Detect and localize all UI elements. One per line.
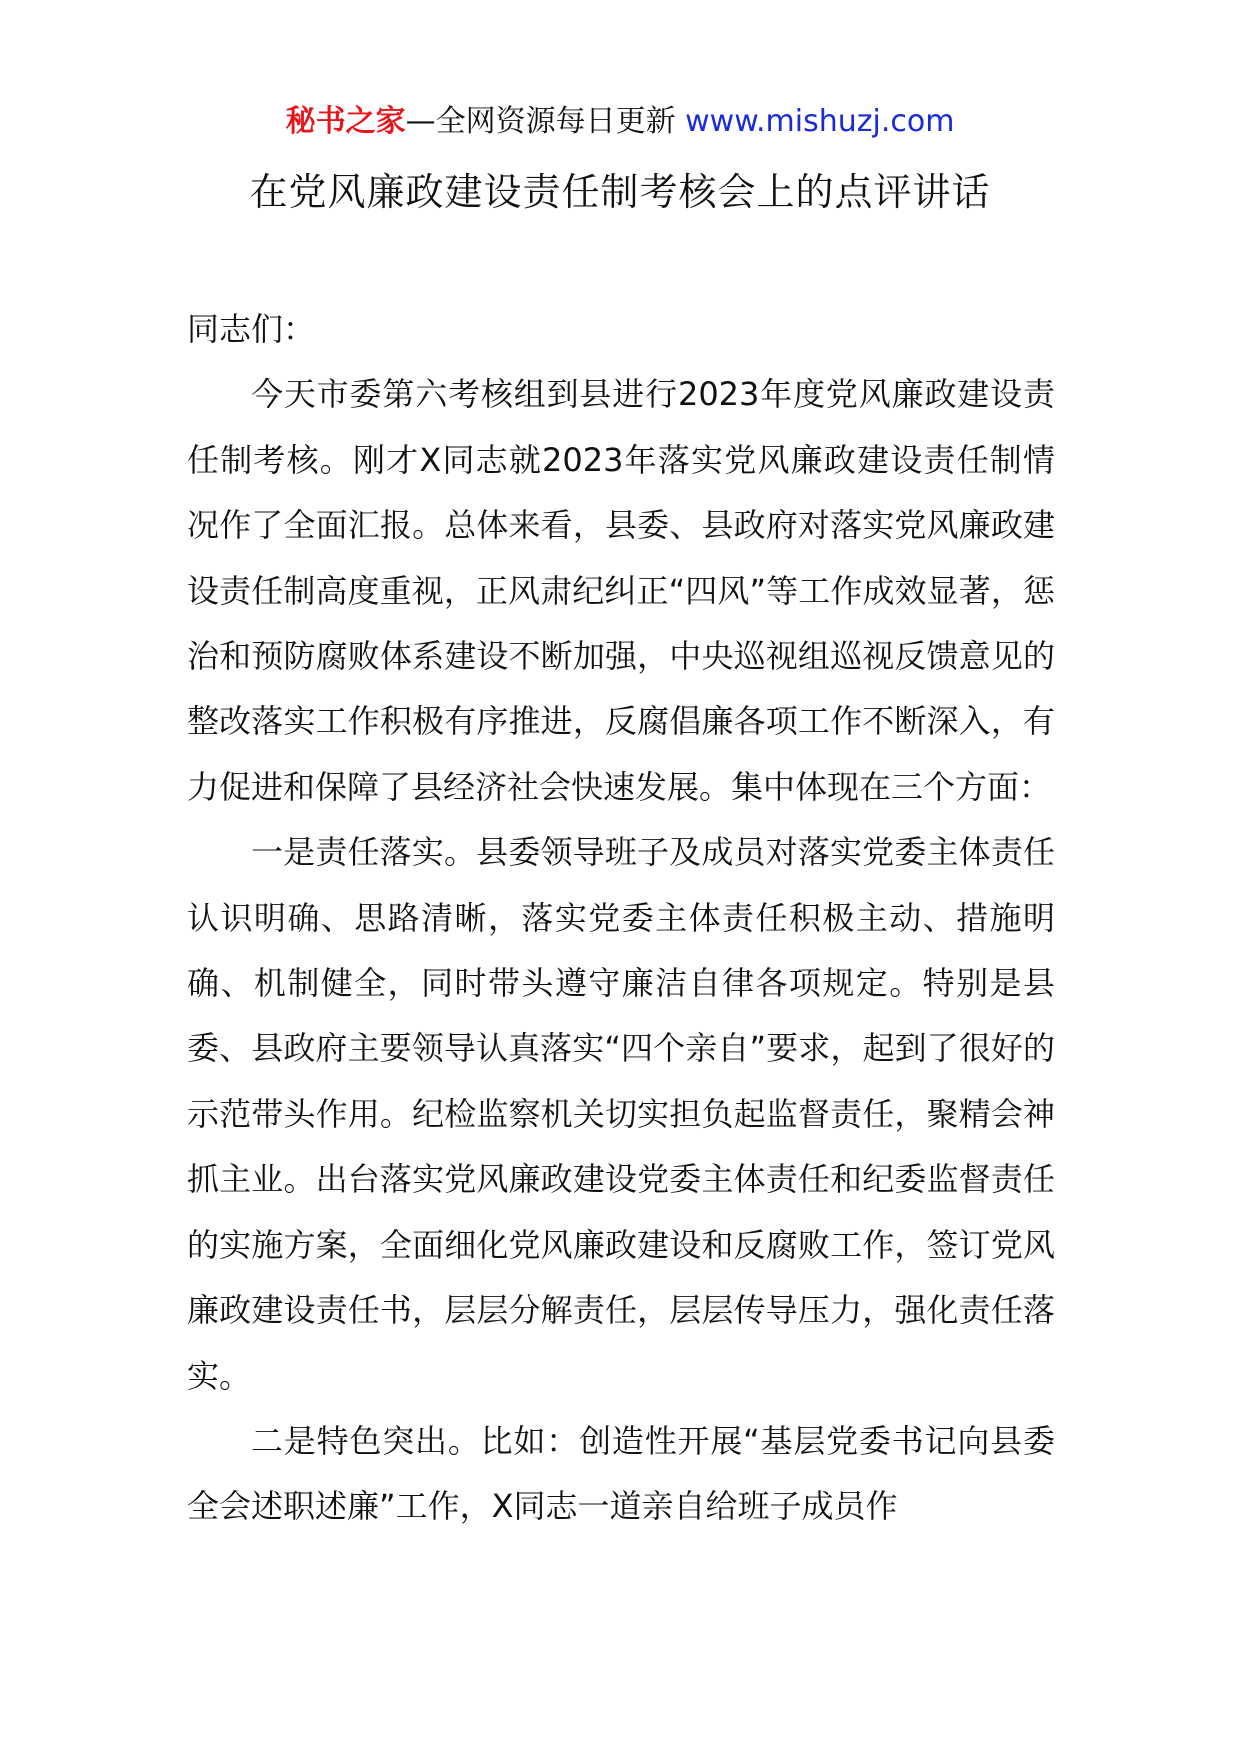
brand-name: 秘书之家 (285, 104, 406, 139)
paragraph-intro: 今天市委第六考核组到县进行2023年度党风廉政建设责任制考核。刚才X同志就2023年落实党风廉政建设责任制情况作了全面汇报。总体来看，县委、县政府对落实党风廉政建设责任制高度重视，正风肃纪纠正“四风”等工作成效显著，惩治和预防腐败体系建设不断加强，中央巡视组巡视反馈意见的整改落实工作积极有序推进，反腐倡廉各项工作不断深入，有力促进和保障了县经济社会快速发展。集中体现在三个方面： (187, 375, 1055, 806)
document-title: 在党风廉政建设责任制考核会上的点评讲话 (249, 170, 991, 214)
site-url-link[interactable]: www.mishuzj.com (685, 104, 955, 139)
salutation: 同志们： (187, 310, 316, 348)
paragraph-features: 二是特色突出。比如：创造性开展“基层党委书记向县委全会述职述廉”工作，X同志一道亲自给班子成员作 (187, 1421, 1055, 1526)
document-body (187, 297, 1055, 1540)
site-header (0, 102, 1240, 142)
header-tagline: —全网资源每日更新 (405, 104, 686, 139)
paragraph-responsibility: 一是责任落实。县委领导班子及成员对落实党委主体责任认识明确、思路清晰，落实党委主体责任积极主动、措施明确、机制健全，同时带头遵守廉洁自律各项规定。特别是县委、县政府主要领导认真落实“四个亲自”要求，起到了很好的示范带头作用。纪检监察机关切实担负起监督责任，聚精会神抓主业。出台落实党风廉政建设党委主体责任和纪委监督责任的实施方案，全面细化党风廉政建设和反腐败工作，签订党风廉政建设责任书，层层分解责任，层层传导压力，强化责任落实。 (187, 833, 1055, 1395)
